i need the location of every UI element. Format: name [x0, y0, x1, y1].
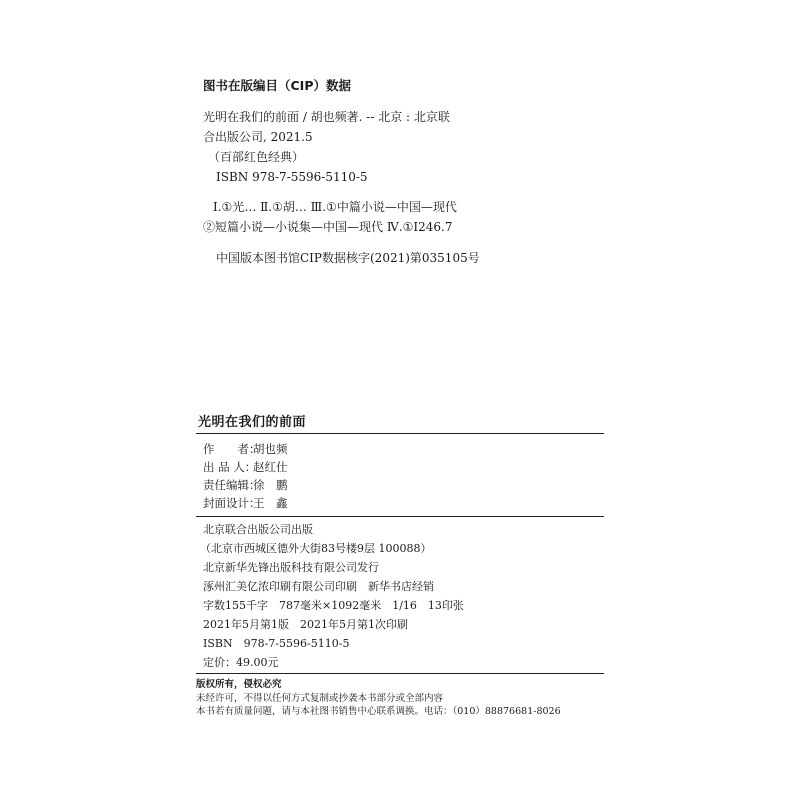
cip-heading: 图书在版编目（CIP）数据: [203, 78, 351, 93]
publisher-line: 北京联合出版公司出版: [203, 523, 313, 536]
book-title: 光明在我们的前面: [198, 415, 307, 430]
edition-line: 2021年5月第1版 2021年5月第1次印刷: [203, 618, 408, 631]
cip-classification-line: Ⅰ.①光… Ⅱ.①胡… Ⅲ.①中篇小说—中国—现代: [213, 200, 457, 214]
credit-cover-design: [203, 498, 288, 510]
credit-label: 封面设计：: [203, 496, 261, 510]
publication-rule: [196, 673, 604, 674]
cip-entry-line: 光明在我们的前面 / 胡也频著. -- 北京 : 北京联: [203, 110, 450, 124]
isbn-line: ISBN 978-7-5596-5110-5: [203, 637, 350, 650]
cip-classification-line: ②短篇小说—小说集—中国—现代 Ⅳ.①I246.7: [203, 220, 453, 234]
credit-producer: [203, 462, 288, 474]
credit-value: 胡也频: [253, 442, 288, 456]
credits-rule: [196, 516, 604, 517]
credit-label: 作 者：: [203, 442, 261, 456]
quality-notice: 本书若有质量问题，请与本社图书销售中心联系调换。电话：（010）88876681-8026: [196, 706, 561, 717]
credit-value: 赵红仕: [253, 460, 288, 474]
rights-notice: 版权所有，侵权必究: [196, 679, 282, 690]
title-rule: [196, 433, 604, 434]
credit-label: 责任编辑：: [203, 478, 261, 492]
credit-value: 徐 鹏: [253, 478, 288, 492]
price-line: 定价：49.00元: [203, 656, 279, 669]
cip-isbn-line: ISBN 978-7-5596-5110-5: [216, 170, 368, 184]
printer-line: 涿州汇美亿浓印刷有限公司印刷 新华书店经销: [203, 580, 434, 593]
credit-label: 出 品 人：: [203, 460, 257, 474]
distributor-line: 北京新华先锋出版科技有限公司发行: [203, 561, 379, 574]
credit-author: [203, 444, 288, 456]
copy-notice: 未经许可，不得以任何方式复制或抄袭本书部分或全部内容: [196, 693, 444, 704]
cip-entry-line: 合出版公司, 2021.5: [203, 130, 313, 144]
credit-value: 王 鑫: [253, 496, 288, 510]
cip-approval-number: 中国版本图书馆CIP数据核字(2021)第035105号: [216, 251, 480, 265]
address-line: （北京市西城区德外大街83号楼9层 100088）: [200, 542, 432, 555]
cip-series-line: （百部红色经典）: [208, 150, 305, 164]
credit-editor: [203, 480, 288, 492]
specs-line: 字数155千字 787毫米×1092毫米 1/16 13印张: [203, 599, 464, 612]
